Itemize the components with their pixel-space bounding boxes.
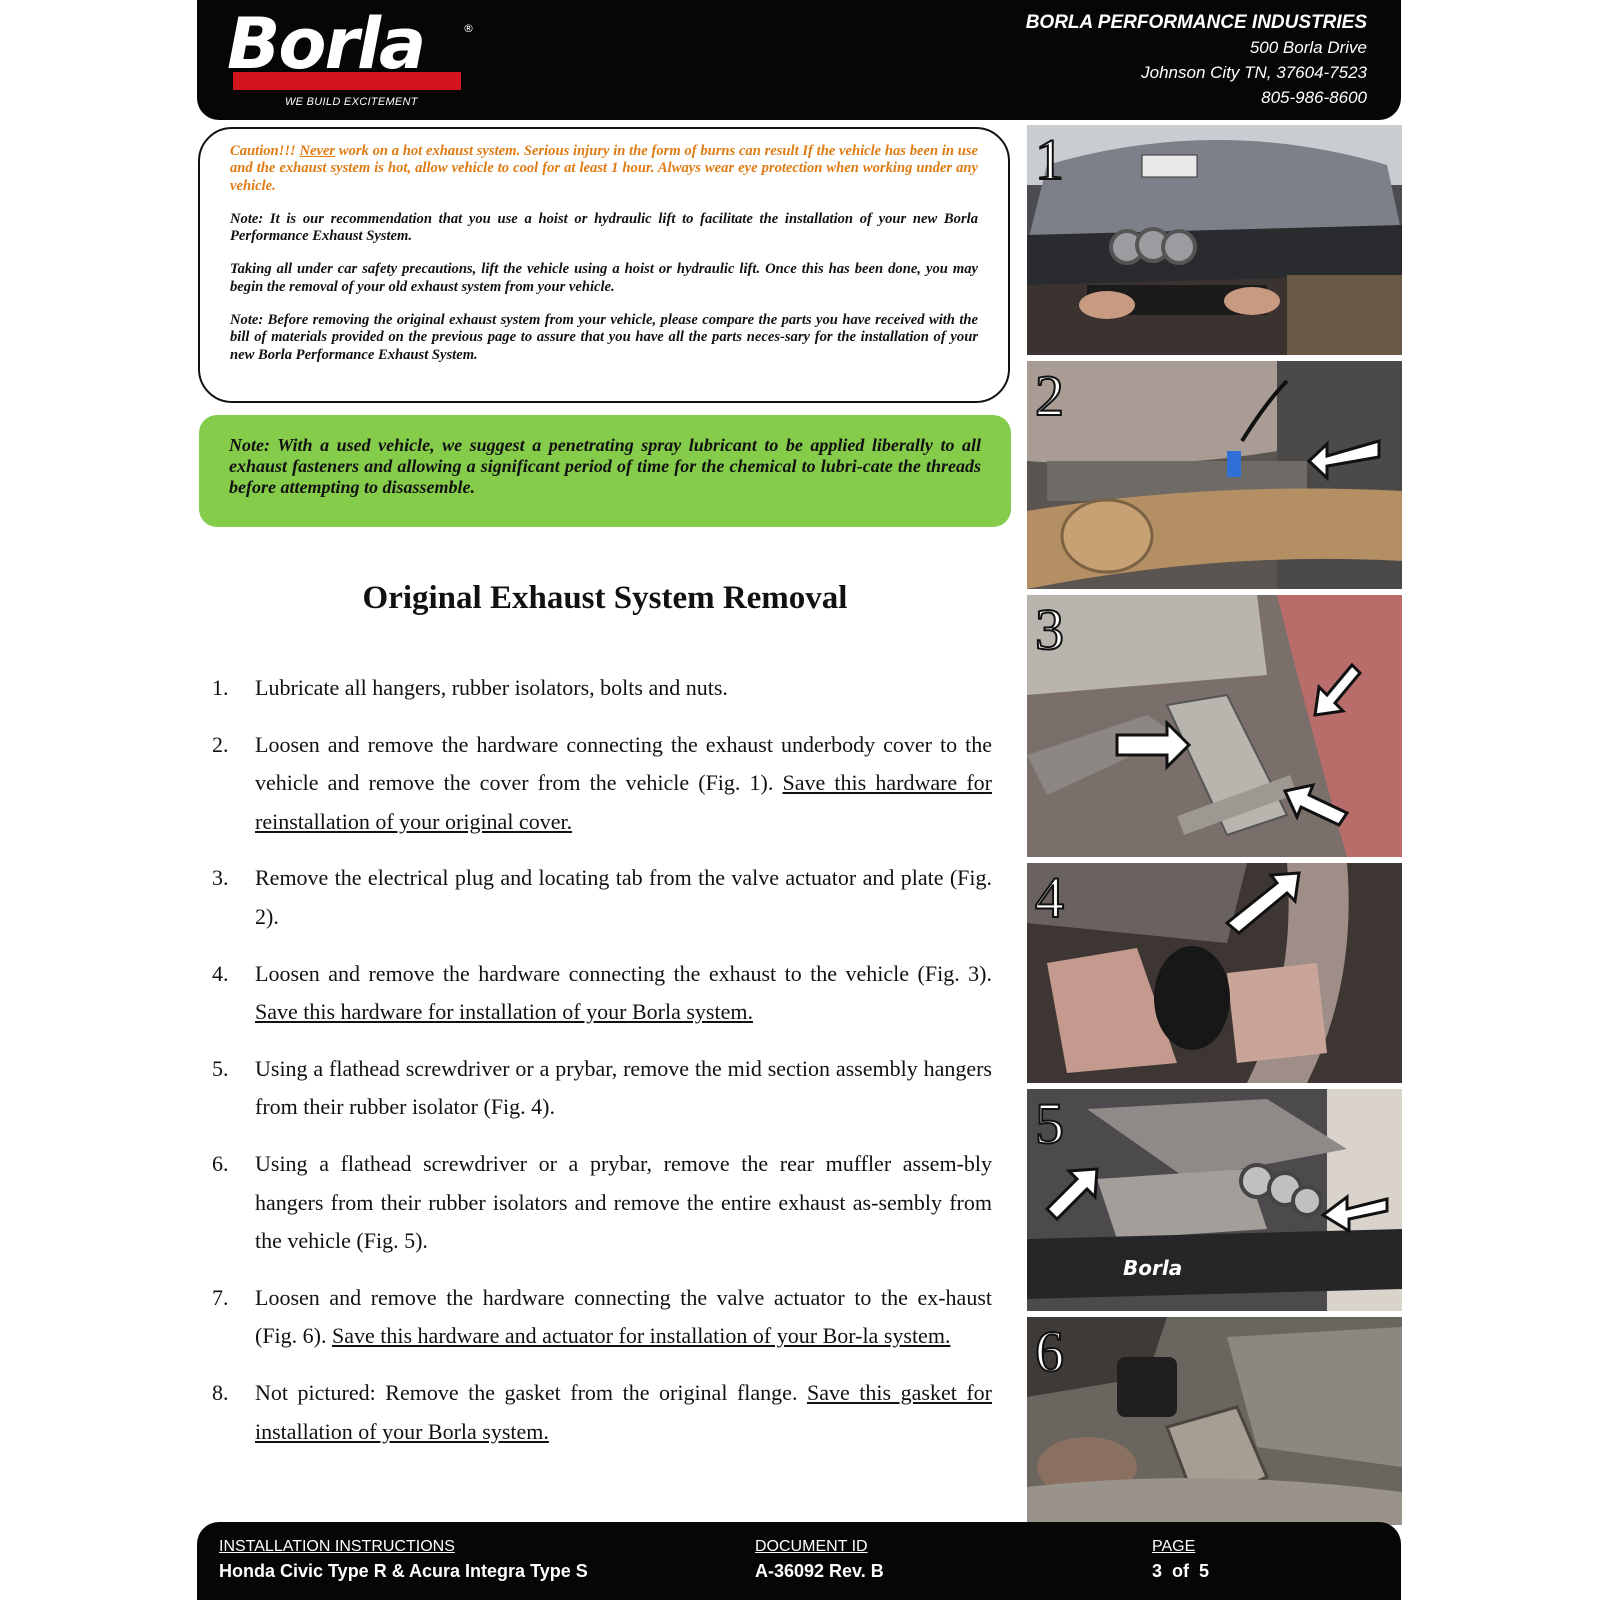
footer-page [1152,1536,1209,1584]
list-item [212,859,992,936]
step-text [255,859,992,936]
section-title: Original Exhaust System Removal [362,580,848,616]
page-footer [197,1522,1401,1600]
note-lift: Taking all under car safety precautions, lift the vehicle using a hoist or hydraulic lift. Once this has been done, you may begin the removal of your old exhaust system from your vehicle. [230,261,978,295]
figure-5-image [1027,1089,1402,1311]
step-instruction: Remove the electrical plug and locating tab from the valve actuator and plate (Fig. 2). [255,865,992,929]
footer-instructions-label: INSTALLATION INSTRUCTIONS [219,1538,455,1555]
step-instruction: Not pictured: Remove the gasket from the original flange. [255,1379,807,1405]
page-header [197,0,1401,120]
figure-5-photo [1027,1089,1402,1311]
figure-label: 6 [1035,1319,1064,1384]
logo-wordmark: Borla [227,3,425,85]
borla-logo [227,3,477,110]
figure-3-image [1027,595,1402,857]
figure-label: 5 [1035,1091,1064,1156]
figure-3-photo [1027,595,1402,857]
step-text [255,1279,992,1356]
footer-vehicle-name: Honda Civic Type R & Acura Integra Type S [219,1561,588,1581]
figure-label: 3 [1035,597,1064,662]
removal-steps-list [212,669,992,1469]
step-note: Save this gasket for installation of your Borla system. [255,1379,993,1444]
footer-document-id [755,1536,884,1584]
step-number: 6. [212,1150,229,1176]
step-instruction: Loosen and remove the hardware connecting the exhaust to the vehicle (Fig. 3). [255,960,992,986]
list-item [212,1050,992,1127]
step-text [255,1374,992,1451]
figure-label: 2 [1035,363,1064,428]
figure-label: 4 [1035,865,1064,930]
step-note: Save this hardware for installation of your Borla system. [255,999,753,1025]
registered-mark: ® [463,22,474,35]
step-number: 8. [212,1379,229,1405]
list-item [212,1374,992,1451]
caution-body: work on a hot exhaust system. Serious injury in the form of burns can result If the vehicle has been in use and the exhaust system is hot, allow vehicle to cool for at least 1 hour. Always wear eye protection when working under any vehicle. [230,143,978,194]
caution-prefix: Caution!!! [230,143,300,159]
caution-paragraph [230,143,978,195]
step-instruction: Loosen and remove the hardware connecting the valve actuator to the ex-haust (Fig. 6). [255,1284,992,1349]
step-text [255,669,992,708]
list-item [212,669,992,708]
step-instruction: Using a flathead screwdriver or a prybar, remove the mid section assembly hangers from their rubber isolator (Fig. 4). [255,1055,992,1120]
footer-page-label: PAGE [1152,1538,1196,1555]
address-line-1: 500 Borla Drive [1249,38,1367,57]
note-bill-of-materials: Note: Before removing the original exhaust system from your vehicle, please compare the parts you have received with the bill of materials provided on the previous page to assure that you have all the parts neces-sary for the installation of your new Borla Performance Exhaust System. [230,312,978,363]
step-instruction: Loosen and remove the hardware connecting the exhaust underbody cover to the vehicle and remove the cover from the vehicle (Fig. 1). [255,731,992,796]
step-number: 5. [212,1055,229,1081]
figure-2-photo [1027,361,1402,589]
footer-instructions [219,1536,588,1584]
step-note: Save this hardware for reinstallation of your original cover. [255,770,992,834]
step-text [255,1145,992,1261]
step-text [255,955,992,1032]
step-instruction: Using a flathead screwdriver or a prybar, remove the rear muffler assem-bly hangers from their rubber isolators and remove the entire exhaust as-sembly from the vehicle (Fig. 5). [255,1150,992,1254]
figure-label: 1 [1035,127,1064,192]
step-number: 1. [212,675,229,700]
step-note: Save this hardware and actuator for installation of your Bor-la system. [332,1323,951,1349]
svg-text:Borla: Borla [1123,1256,1183,1280]
figure-2-image [1027,361,1402,589]
list-item [212,1145,992,1261]
caution-never: Never [299,143,336,159]
step-instruction: Lubricate all hangers, rubber isolators, bolts and nuts. [255,675,728,700]
lubricant-note: Note: With a used vehicle, we suggest a penetrating spray lubricant to be applied liberally to all exhaust fasteners and allowing a significant period of time for the chemical to lubri-cate the threads before attempting to disassemble. [199,415,1011,527]
step-number: 2. [212,731,229,757]
figure-6-image [1027,1317,1402,1525]
footer-document-id-value: A-36092 Rev. B [755,1561,884,1581]
figure-4-photo [1027,863,1402,1083]
note-hoist: Note: It is our recommendation that you use a hoist or hydraulic lift to facilitate the installation of your new Borla Performance Exhaust System. [230,210,978,245]
list-item [212,726,992,842]
list-item [212,1279,992,1356]
phone-number: 805-986-8600 [1261,88,1367,107]
address-line-2: Johnson City TN, 37604-7523 [1141,63,1367,82]
company-name: BORLA PERFORMANCE INDUSTRIES [1025,12,1367,33]
footer-document-id-label: DOCUMENT ID [755,1538,868,1555]
list-item [212,955,992,1032]
figure-4-image [1027,863,1402,1083]
logo-tagline: WE BUILD EXCITEMENT [285,96,418,108]
step-number: 4. [212,960,229,986]
footer-page-number: 3 of 5 [1152,1561,1210,1581]
figure-1-photo [1027,125,1402,355]
figure-1-image [1027,125,1402,355]
step-text [255,726,992,842]
company-address-block [1026,10,1367,110]
figure-6-photo [1027,1317,1402,1525]
step-number: 7. [212,1284,229,1310]
step-number: 3. [212,865,229,891]
step-text [255,1050,992,1127]
caution-notes-box [198,127,1010,403]
